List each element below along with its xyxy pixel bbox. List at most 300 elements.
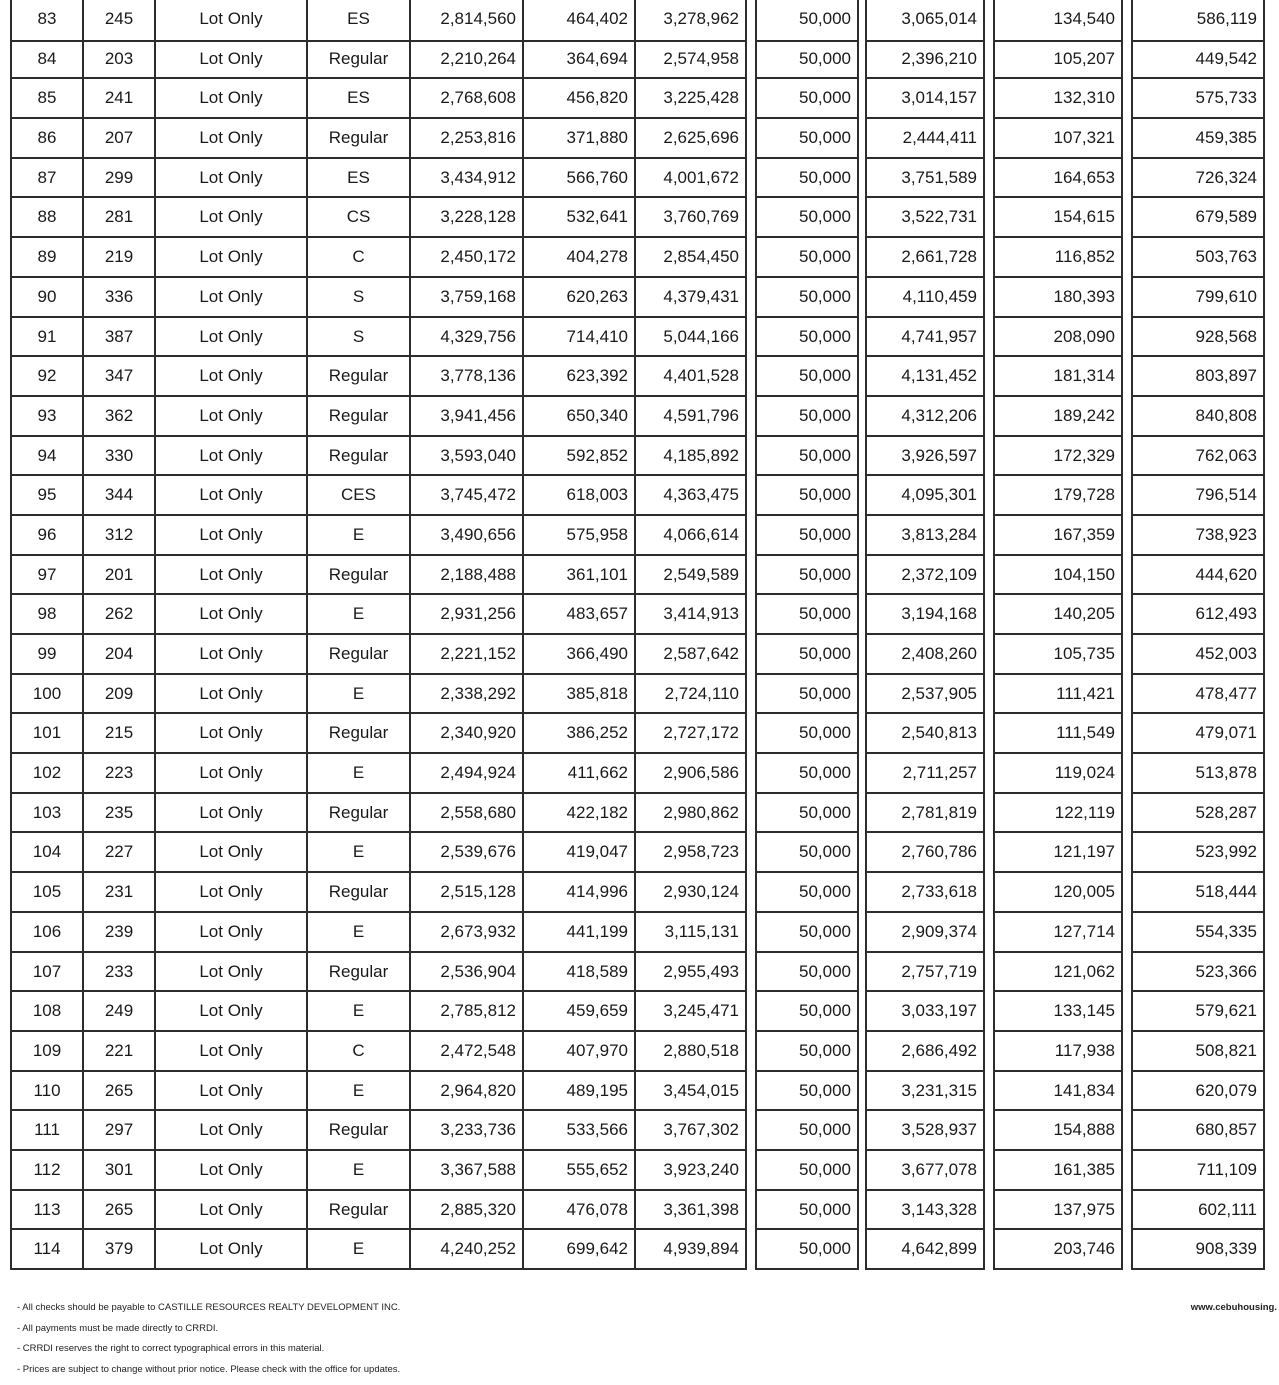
cell-area: 262 (82, 595, 154, 635)
cell-lot-no: 86 (10, 119, 82, 159)
table-row (0, 1151, 1279, 1191)
cell-net-amount: 2,408,260 (865, 635, 985, 675)
cell-charges: 699,642 (522, 1230, 634, 1270)
cell-tcp: 2,964,820 (409, 1072, 522, 1112)
cell-charges: 483,657 (522, 595, 634, 635)
cell-net-amount: 3,751,589 (865, 159, 985, 199)
cell-lot-no: 92 (10, 357, 82, 397)
cell-total-price: 3,760,769 (634, 198, 747, 238)
cell-lot-no: 83 (10, 0, 82, 42)
cell-category: E (306, 992, 409, 1032)
cell-type: Lot Only (154, 1191, 306, 1231)
cell-monthly: 602,111 (1131, 1191, 1265, 1231)
cell-reservation: 50,000 (755, 1032, 859, 1072)
cell-charges: 476,078 (522, 1191, 634, 1231)
table-row (0, 357, 1279, 397)
cell-area: 312 (82, 516, 154, 556)
cell-category: ES (306, 0, 409, 42)
cell-charges: 532,641 (522, 198, 634, 238)
cell-monthly: 620,079 (1131, 1072, 1265, 1112)
cell-downpayment: 121,062 (993, 953, 1123, 993)
cell-area: 219 (82, 238, 154, 278)
cell-downpayment: 133,145 (993, 992, 1123, 1032)
cell-category: E (306, 1151, 409, 1191)
cell-tcp: 3,434,912 (409, 159, 522, 199)
cell-area: 235 (82, 794, 154, 834)
cell-lot-no: 106 (10, 913, 82, 953)
table-row (0, 1111, 1279, 1151)
cell-lot-no: 97 (10, 556, 82, 596)
cell-net-amount: 4,741,957 (865, 318, 985, 358)
cell-charges: 459,659 (522, 992, 634, 1032)
cell-area: 207 (82, 119, 154, 159)
cell-downpayment: 164,653 (993, 159, 1123, 199)
cell-lot-no: 113 (10, 1191, 82, 1231)
cell-type: Lot Only (154, 913, 306, 953)
cell-reservation: 50,000 (755, 119, 859, 159)
cell-reservation: 50,000 (755, 79, 859, 119)
cell-downpayment: 141,834 (993, 1072, 1123, 1112)
cell-area: 239 (82, 913, 154, 953)
table-row (0, 1032, 1279, 1072)
cell-total-price: 3,767,302 (634, 1111, 747, 1151)
cell-category: Regular (306, 714, 409, 754)
cell-downpayment: 154,615 (993, 198, 1123, 238)
cell-type: Lot Only (154, 516, 306, 556)
cell-tcp: 2,188,488 (409, 556, 522, 596)
cell-category: Regular (306, 556, 409, 596)
cell-charges: 422,182 (522, 794, 634, 834)
cell-monthly: 554,335 (1131, 913, 1265, 953)
cell-type: Lot Only (154, 635, 306, 675)
cell-category: ES (306, 159, 409, 199)
cell-lot-no: 84 (10, 40, 82, 80)
cell-category: Regular (306, 1191, 409, 1231)
cell-area: 203 (82, 40, 154, 80)
cell-net-amount: 2,909,374 (865, 913, 985, 953)
cell-tcp: 2,673,932 (409, 913, 522, 953)
cell-net-amount: 4,131,452 (865, 357, 985, 397)
cell-lot-no: 104 (10, 833, 82, 873)
cell-tcp: 2,221,152 (409, 635, 522, 675)
cell-reservation: 50,000 (755, 953, 859, 993)
cell-reservation: 50,000 (755, 992, 859, 1032)
cell-downpayment: 122,119 (993, 794, 1123, 834)
table-row (0, 238, 1279, 278)
cell-charges: 441,199 (522, 913, 634, 953)
cell-total-price: 2,854,450 (634, 238, 747, 278)
cell-lot-no: 112 (10, 1151, 82, 1191)
cell-type: Lot Only (154, 238, 306, 278)
website-text: www.cebuhousing. (1190, 1302, 1277, 1313)
cell-charges: 489,195 (522, 1072, 634, 1112)
cell-type: Lot Only (154, 1230, 306, 1270)
cell-tcp: 2,558,680 (409, 794, 522, 834)
cell-lot-no: 93 (10, 397, 82, 437)
cell-reservation: 50,000 (755, 1072, 859, 1112)
table-row (0, 1230, 1279, 1270)
cell-reservation: 50,000 (755, 238, 859, 278)
cell-type: Lot Only (154, 159, 306, 199)
footnote-line: - All payments must be made directly to CRRDI. (17, 1322, 219, 1334)
cell-monthly: 726,324 (1131, 159, 1265, 199)
cell-type: Lot Only (154, 198, 306, 238)
cell-area: 201 (82, 556, 154, 596)
cell-total-price: 3,454,015 (634, 1072, 747, 1112)
cell-net-amount: 3,014,157 (865, 79, 985, 119)
cell-downpayment: 203,746 (993, 1230, 1123, 1270)
cell-net-amount: 4,110,459 (865, 278, 985, 318)
cell-downpayment: 121,197 (993, 833, 1123, 873)
cell-type: Lot Only (154, 595, 306, 635)
cell-category: Regular (306, 635, 409, 675)
cell-lot-no: 89 (10, 238, 82, 278)
cell-lot-no: 94 (10, 437, 82, 477)
cell-type: Lot Only (154, 79, 306, 119)
cell-net-amount: 3,528,937 (865, 1111, 985, 1151)
cell-charges: 566,760 (522, 159, 634, 199)
table-row (0, 595, 1279, 635)
cell-type: Lot Only (154, 278, 306, 318)
table-row (0, 40, 1279, 80)
footnotes (17, 1298, 400, 1380)
cell-downpayment: 189,242 (993, 397, 1123, 437)
cell-type: Lot Only (154, 1032, 306, 1072)
cell-type: Lot Only (154, 1111, 306, 1151)
cell-monthly: 803,897 (1131, 357, 1265, 397)
cell-reservation: 50,000 (755, 873, 859, 913)
cell-lot-no: 107 (10, 953, 82, 993)
cell-lot-no: 101 (10, 714, 82, 754)
cell-total-price: 4,379,431 (634, 278, 747, 318)
cell-charges: 714,410 (522, 318, 634, 358)
cell-category: Regular (306, 119, 409, 159)
cell-type: Lot Only (154, 754, 306, 794)
cell-type: Lot Only (154, 714, 306, 754)
cell-type: Lot Only (154, 397, 306, 437)
cell-tcp: 2,338,292 (409, 675, 522, 715)
cell-total-price: 4,939,894 (634, 1230, 747, 1270)
cell-net-amount: 4,642,899 (865, 1230, 985, 1270)
cell-net-amount: 2,540,813 (865, 714, 985, 754)
cell-reservation: 50,000 (755, 595, 859, 635)
cell-category: ES (306, 79, 409, 119)
cell-category: E (306, 1230, 409, 1270)
cell-net-amount: 3,065,014 (865, 0, 985, 42)
cell-net-amount: 2,711,257 (865, 754, 985, 794)
cell-reservation: 50,000 (755, 913, 859, 953)
table-row (0, 0, 1279, 40)
cell-total-price: 2,724,110 (634, 675, 747, 715)
cell-area: 221 (82, 1032, 154, 1072)
cell-charges: 404,278 (522, 238, 634, 278)
cell-type: Lot Only (154, 357, 306, 397)
cell-charges: 414,996 (522, 873, 634, 913)
cell-net-amount: 2,396,210 (865, 40, 985, 80)
cell-monthly: 528,287 (1131, 794, 1265, 834)
table-row (0, 833, 1279, 873)
cell-category: S (306, 278, 409, 318)
cell-lot-no: 102 (10, 754, 82, 794)
cell-type: Lot Only (154, 833, 306, 873)
cell-lot-no: 114 (10, 1230, 82, 1270)
cell-total-price: 2,955,493 (634, 953, 747, 993)
cell-category: C (306, 238, 409, 278)
table-row (0, 476, 1279, 516)
cell-downpayment: 132,310 (993, 79, 1123, 119)
cell-tcp: 2,253,816 (409, 119, 522, 159)
cell-charges: 364,694 (522, 40, 634, 80)
cell-area: 249 (82, 992, 154, 1032)
cell-category: E (306, 516, 409, 556)
cell-tcp: 2,931,256 (409, 595, 522, 635)
cell-reservation: 50,000 (755, 357, 859, 397)
cell-reservation: 50,000 (755, 437, 859, 477)
cell-category: Regular (306, 953, 409, 993)
cell-charges: 366,490 (522, 635, 634, 675)
cell-type: Lot Only (154, 476, 306, 516)
cell-type: Lot Only (154, 1072, 306, 1112)
cell-area: 231 (82, 873, 154, 913)
cell-monthly: 444,620 (1131, 556, 1265, 596)
cell-reservation: 50,000 (755, 714, 859, 754)
cell-charges: 575,958 (522, 516, 634, 556)
cell-total-price: 3,115,131 (634, 913, 747, 953)
table-row (0, 556, 1279, 596)
cell-tcp: 3,367,588 (409, 1151, 522, 1191)
cell-reservation: 50,000 (755, 476, 859, 516)
cell-tcp: 3,745,472 (409, 476, 522, 516)
cell-total-price: 3,278,962 (634, 0, 747, 42)
cell-category: Regular (306, 437, 409, 477)
cell-area: 297 (82, 1111, 154, 1151)
cell-area: 241 (82, 79, 154, 119)
cell-total-price: 4,591,796 (634, 397, 747, 437)
cell-reservation: 50,000 (755, 754, 859, 794)
cell-monthly: 452,003 (1131, 635, 1265, 675)
cell-monthly: 612,493 (1131, 595, 1265, 635)
cell-total-price: 2,574,958 (634, 40, 747, 80)
cell-lot-no: 103 (10, 794, 82, 834)
cell-total-price: 3,245,471 (634, 992, 747, 1032)
cell-total-price: 4,001,672 (634, 159, 747, 199)
cell-charges: 386,252 (522, 714, 634, 754)
cell-reservation: 50,000 (755, 0, 859, 42)
cell-total-price: 3,361,398 (634, 1191, 747, 1231)
cell-tcp: 2,340,920 (409, 714, 522, 754)
cell-tcp: 3,941,456 (409, 397, 522, 437)
cell-tcp: 2,785,812 (409, 992, 522, 1032)
cell-area: 245 (82, 0, 154, 42)
cell-net-amount: 3,194,168 (865, 595, 985, 635)
cell-downpayment: 179,728 (993, 476, 1123, 516)
cell-total-price: 2,625,696 (634, 119, 747, 159)
cell-downpayment: 172,329 (993, 437, 1123, 477)
cell-total-price: 2,980,862 (634, 794, 747, 834)
cell-type: Lot Only (154, 675, 306, 715)
cell-monthly: 680,857 (1131, 1111, 1265, 1151)
cell-type: Lot Only (154, 119, 306, 159)
cell-downpayment: 140,205 (993, 595, 1123, 635)
cell-downpayment: 154,888 (993, 1111, 1123, 1151)
cell-area: 299 (82, 159, 154, 199)
cell-downpayment: 137,975 (993, 1191, 1123, 1231)
cell-monthly: 523,992 (1131, 833, 1265, 873)
cell-category: E (306, 754, 409, 794)
cell-tcp: 2,472,548 (409, 1032, 522, 1072)
cell-type: Lot Only (154, 318, 306, 358)
table-row (0, 1072, 1279, 1112)
cell-area: 233 (82, 953, 154, 993)
cell-category: Regular (306, 40, 409, 80)
cell-tcp: 3,778,136 (409, 357, 522, 397)
cell-tcp: 2,885,320 (409, 1191, 522, 1231)
cell-charges: 592,852 (522, 437, 634, 477)
cell-tcp: 2,515,128 (409, 873, 522, 913)
cell-tcp: 3,759,168 (409, 278, 522, 318)
cell-downpayment: 116,852 (993, 238, 1123, 278)
cell-charges: 650,340 (522, 397, 634, 437)
cell-monthly: 762,063 (1131, 437, 1265, 477)
cell-monthly: 840,808 (1131, 397, 1265, 437)
table-row (0, 159, 1279, 199)
cell-tcp: 4,240,252 (409, 1230, 522, 1270)
cell-reservation: 50,000 (755, 318, 859, 358)
table-row (0, 198, 1279, 238)
cell-total-price: 3,225,428 (634, 79, 747, 119)
cell-lot-no: 105 (10, 873, 82, 913)
cell-total-price: 2,930,124 (634, 873, 747, 913)
cell-monthly: 513,878 (1131, 754, 1265, 794)
table-row (0, 278, 1279, 318)
cell-category: CS (306, 198, 409, 238)
cell-monthly: 518,444 (1131, 873, 1265, 913)
cell-tcp: 2,814,560 (409, 0, 522, 42)
cell-downpayment: 120,005 (993, 873, 1123, 913)
cell-reservation: 50,000 (755, 1230, 859, 1270)
cell-monthly: 796,514 (1131, 476, 1265, 516)
cell-downpayment: 134,540 (993, 0, 1123, 42)
cell-net-amount: 2,444,411 (865, 119, 985, 159)
cell-reservation: 50,000 (755, 159, 859, 199)
table-row (0, 794, 1279, 834)
cell-monthly: 503,763 (1131, 238, 1265, 278)
cell-lot-no: 110 (10, 1072, 82, 1112)
cell-net-amount: 3,143,328 (865, 1191, 985, 1231)
cell-tcp: 4,329,756 (409, 318, 522, 358)
cell-tcp: 2,210,264 (409, 40, 522, 80)
cell-tcp: 2,494,924 (409, 754, 522, 794)
cell-reservation: 50,000 (755, 794, 859, 834)
cell-area: 347 (82, 357, 154, 397)
cell-downpayment: 105,207 (993, 40, 1123, 80)
table-row (0, 1191, 1279, 1231)
cell-reservation: 50,000 (755, 40, 859, 80)
cell-area: 223 (82, 754, 154, 794)
cell-tcp: 2,768,608 (409, 79, 522, 119)
cell-lot-no: 90 (10, 278, 82, 318)
table-row (0, 754, 1279, 794)
cell-reservation: 50,000 (755, 833, 859, 873)
cell-downpayment: 104,150 (993, 556, 1123, 596)
cell-category: Regular (306, 357, 409, 397)
cell-area: 281 (82, 198, 154, 238)
cell-reservation: 50,000 (755, 675, 859, 715)
cell-net-amount: 3,677,078 (865, 1151, 985, 1191)
table-row (0, 119, 1279, 159)
cell-charges: 623,392 (522, 357, 634, 397)
cell-total-price: 2,587,642 (634, 635, 747, 675)
cell-type: Lot Only (154, 1151, 306, 1191)
cell-type: Lot Only (154, 794, 306, 834)
cell-tcp: 3,593,040 (409, 437, 522, 477)
cell-downpayment: 180,393 (993, 278, 1123, 318)
cell-area: 330 (82, 437, 154, 477)
cell-category: Regular (306, 1111, 409, 1151)
cell-reservation: 50,000 (755, 556, 859, 596)
cell-tcp: 3,228,128 (409, 198, 522, 238)
cell-category: Regular (306, 794, 409, 834)
cell-total-price: 4,401,528 (634, 357, 747, 397)
cell-total-price: 4,363,475 (634, 476, 747, 516)
cell-downpayment: 208,090 (993, 318, 1123, 358)
table-row (0, 913, 1279, 953)
cell-type: Lot Only (154, 556, 306, 596)
cell-net-amount: 3,522,731 (865, 198, 985, 238)
cell-area: 265 (82, 1072, 154, 1112)
cell-net-amount: 2,372,109 (865, 556, 985, 596)
cell-reservation: 50,000 (755, 198, 859, 238)
cell-type: Lot Only (154, 437, 306, 477)
cell-net-amount: 2,733,618 (865, 873, 985, 913)
cell-type: Lot Only (154, 992, 306, 1032)
cell-type: Lot Only (154, 0, 306, 42)
cell-monthly: 579,621 (1131, 992, 1265, 1032)
table-row (0, 873, 1279, 913)
cell-monthly: 586,119 (1131, 0, 1265, 42)
cell-reservation: 50,000 (755, 397, 859, 437)
cell-area: 387 (82, 318, 154, 358)
cell-total-price: 2,880,518 (634, 1032, 747, 1072)
cell-charges: 371,880 (522, 119, 634, 159)
cell-tcp: 3,233,736 (409, 1111, 522, 1151)
cell-area: 362 (82, 397, 154, 437)
cell-area: 265 (82, 1191, 154, 1231)
cell-charges: 618,003 (522, 476, 634, 516)
cell-lot-no: 99 (10, 635, 82, 675)
cell-lot-no: 95 (10, 476, 82, 516)
cell-charges: 533,566 (522, 1111, 634, 1151)
table-row (0, 992, 1279, 1032)
cell-tcp: 2,539,676 (409, 833, 522, 873)
cell-area: 215 (82, 714, 154, 754)
cell-downpayment: 161,385 (993, 1151, 1123, 1191)
cell-area: 344 (82, 476, 154, 516)
cell-lot-no: 100 (10, 675, 82, 715)
cell-category: E (306, 675, 409, 715)
cell-lot-no: 108 (10, 992, 82, 1032)
footnote-line: - CRRDI reserves the right to correct typographical errors in this material. (17, 1343, 325, 1354)
table-row (0, 714, 1279, 754)
cell-monthly: 508,821 (1131, 1032, 1265, 1072)
cell-net-amount: 3,926,597 (865, 437, 985, 477)
cell-reservation: 50,000 (755, 1151, 859, 1191)
cell-reservation: 50,000 (755, 516, 859, 556)
cell-total-price: 2,727,172 (634, 714, 747, 754)
cell-tcp: 3,490,656 (409, 516, 522, 556)
cell-net-amount: 2,661,728 (865, 238, 985, 278)
cell-charges: 411,662 (522, 754, 634, 794)
